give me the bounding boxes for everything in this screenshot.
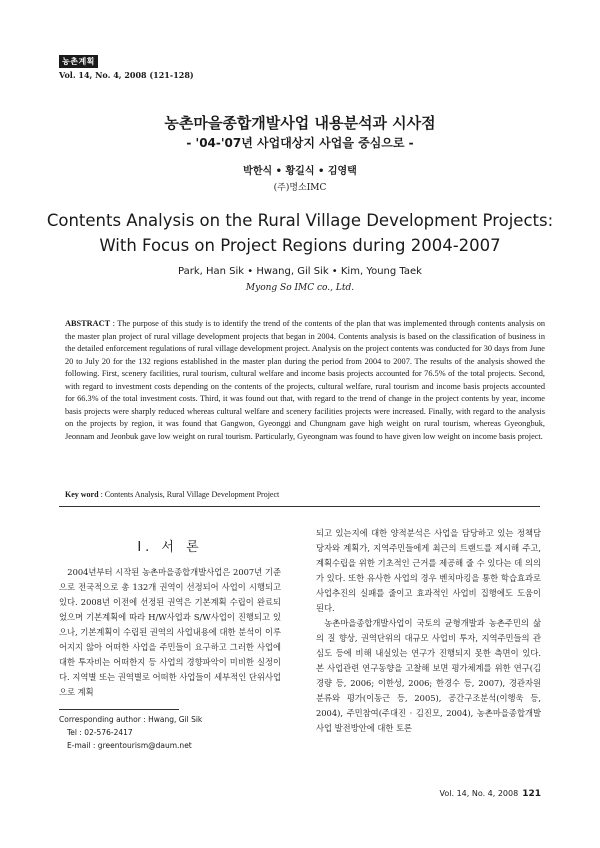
korean-affiliation: (주)명소IMC [273,183,327,193]
abstract-label: ABSTRACT [65,319,111,328]
keywords [65,490,279,499]
keywords-label: Key word [65,490,99,499]
body-paragraph: 되고 있는지에 대한 양적분석은 사업을 담당하고 있는 정책담당자와 계획가, 지역주민들에게 최근의 트랜드를 제시해 주고, 계획수립을 위한 기초적인 근거를 제공해 줄 수 있다는 데 의의가 있다. 또한 유사한 사업의 경우 벤치마킹을 통한 학습효과로 사업추진의 실패를 줄이고 효과적인 사업비 집행에도 도움이 된다. [316,528,541,613]
body-paragraph: 2004년부터 시작된 농촌마을종합개발사업은 2007년 기준으로 전국적으로 총 132개 권역이 선정되어 사업이 시행되고 있다. 2008년 이전에 선정된 권역은 기본계획 수립이 완료되었으며 기본계획에 따라 H/W사업과 S/W사업이 진행되고 있으나, 기본계획이 수립된 권역의 사업내용에 대한 분석이 이루어지지 않아 어떠한 사업을 주민들이 요구하고 그러한 사업에 대한 투자비는 어떠한지 등 사업의 경향파악이 미비한 실정이다. 지역별 또는 권역별로 어떠한 사업들이 세부적인 단위사업으로 계획 [59,567,281,697]
footnote-email: E-mail : greentourism@daum.net [67,741,192,750]
footer-volume: Vol. 14, No. 4, 2008 [439,789,519,798]
footnote-tel: Tel : 02-576-2417 [67,728,133,737]
abstract [65,318,545,443]
korean-title: 농촌마을종합개발사업 내용분석과 시사점 [164,114,436,132]
corresponding-author-footnote [59,713,202,752]
body-left-column [59,565,281,700]
abstract-divider [59,506,540,507]
section-heading-introduction: I. 서 론 [137,540,203,555]
journal-issue-info: Vol. 14, No. 4, 2008 (121-128) [59,70,194,80]
body-paragraph: 농촌마을종합개발사업이 국토의 균형개발과 농촌주민의 삶의 질 향상, 권역단위의 대규모 사업비 투자, 지역주민들의 관심도 등에 비해 내실있는 연구가 진행되지 못한 측면이 있다. 본 사업관련 연구동향을 고찰해 보면 평가체계를 위한 연구(김경량 등, 2006; 이한성, 2006; 한경수 등, 2007), 경관자원 분류와 평가(이동근 등, 2005), 공간구조분석(이행욱 등, 2004), 주민참여(주대진 · 김진모, 2004), 농촌마을종합개발사업 발전방안에 대한 토론 [316,618,541,733]
keywords-text: : Contents Analysis, Rural Village Development Project [98,490,280,499]
english-affiliation: Myong So IMC co., Ltd. [245,283,355,293]
english-title-line-1: Contents Analysis on the Rural Village Development Projects: [46,211,554,230]
body-right-column [316,526,541,736]
english-title-line-2: With Focus on Project Regions during 2004-2007 [99,236,501,255]
korean-authors: 박한식 • 황길식 • 김영택 [243,166,357,177]
footnote-divider [59,709,179,710]
page-footer [440,789,541,799]
english-authors: Park, Han Sik • Hwang, Gil Sik • Kim, Young Taek [178,266,422,277]
english-title [0,208,600,258]
footnote-author: Corresponding author : Hwang, Gil Sik [59,715,203,724]
abstract-text: : The purpose of this study is to identify the trend of the contents of the plan that was implemented through contents analysis on the master plan project of rural village development projects that began in 2004. Contents analysis is based on the classification of business in the detailed enforcement regulations of rural village development project. Analysis on the project contents was conducted for 30 days from June 20 to July 20 for the 132 regions established in the master plan during the period from 2004 to 2007. The results of the analysis showed the following. First, scenery facilities, rural tourism, cultural welfare and income basis projects accounted for 76.5% of the total projects. Second, with regard to investment costs depending on the contents of the projects, cultural welfare, rural tourism and income basis projects accounted for 66.3% of the total investment costs. Third, it was found out that, with regard to the trend of change in the project contents by year, income basis projects were sharply reduced whereas cultural welfare and scenery facilities projects were increased. Finally, with regard to the analysis on the projects by region, it was found that Gangwon, Gyeonggi and Chungnam gave high weight on rural tourism, whereas Gyeongbuk, Jeonnam and Jeonbuk gave low weight on rural tourism. Particularly, Gyeongnam was found to have given low weight on income basis project. [65,319,545,441]
journal-name-badge: 농촌계획 [59,55,98,68]
page-number: 121 [522,789,541,799]
korean-subtitle: - '04-'07년 사업대상지 사업을 중심으로 - [186,136,414,150]
